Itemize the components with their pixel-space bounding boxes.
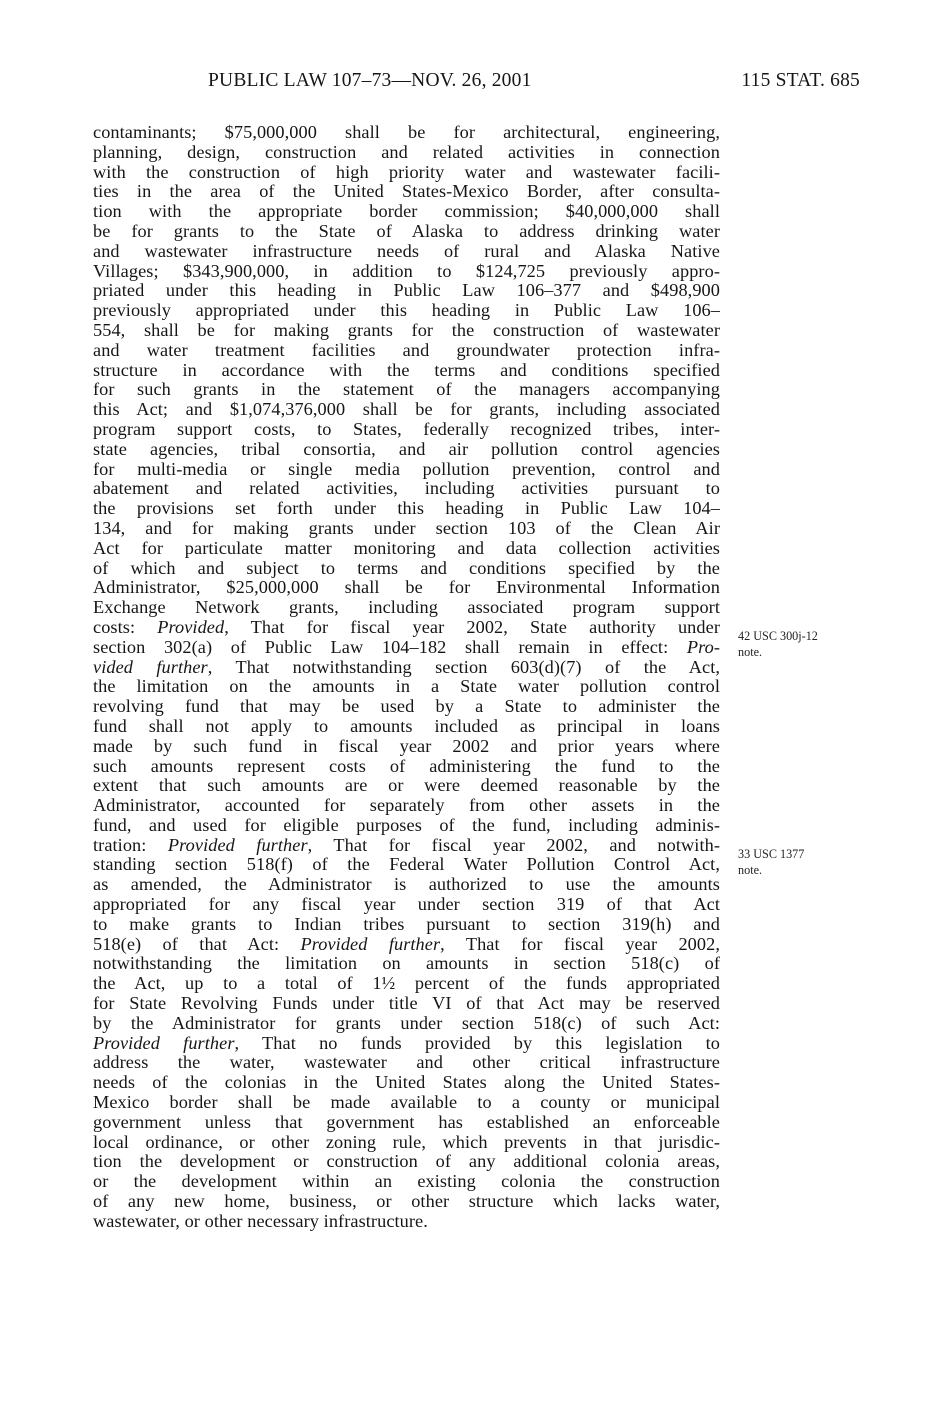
- body-line: [93, 1133, 720, 1153]
- body-line: [93, 658, 720, 678]
- text-run: Mexico border shall be made available to a county or municipal: [93, 1092, 720, 1113]
- italic-text: Provided further: [300, 933, 441, 954]
- body-line: [93, 400, 720, 420]
- body-line: [93, 598, 720, 618]
- text-run: Villages; $343,900,000, in addition to $124,725 previously appro-: [93, 260, 720, 281]
- text-run: , That no funds provided by this legislation to: [234, 1032, 721, 1053]
- text-run: tion with the appropriate border commission; $40,000,000 shall: [93, 201, 720, 222]
- margin-note-label: note.: [738, 645, 763, 659]
- text-run: and wastewater infrastructure needs of rural and Alaska Native: [93, 240, 720, 261]
- italic-text: Provided further: [167, 834, 308, 855]
- body-line: [93, 361, 720, 381]
- running-head-title: PUBLIC LAW 107–73—NOV. 26, 2001: [208, 70, 532, 91]
- text-run: tion the development or construction of any additional colonia areas,: [93, 1151, 720, 1172]
- text-run: of any new home, business, or other structure which lacks water,: [93, 1191, 720, 1212]
- italic-text: Provided further: [93, 1032, 235, 1053]
- body-line: [93, 539, 720, 559]
- margin-note-label: note.: [738, 863, 763, 877]
- text-run: Act for particulate matter monitoring and data collection activities: [93, 537, 720, 558]
- text-run: local ordinance, or other zoning rule, which prevents in that jurisdic-: [93, 1131, 720, 1152]
- body-line: [93, 321, 720, 341]
- margin-note: [738, 628, 818, 660]
- text-run: , That for fiscal year 2002, State authority under: [224, 616, 720, 637]
- body-line: [93, 1192, 720, 1212]
- text-run: wastewater, or other necessary infrastructure.: [93, 1210, 428, 1231]
- body-line: [93, 1034, 720, 1054]
- body-line: [93, 954, 720, 974]
- body-line: [93, 341, 720, 361]
- body-line: [93, 796, 720, 816]
- body-line: [93, 242, 720, 262]
- text-run: Exchange Network grants, including associated program support: [93, 597, 720, 618]
- text-run: tration:: [93, 834, 168, 855]
- body-line: [93, 1093, 720, 1113]
- text-run: previously appropriated under this heading in Public Law 106–: [93, 300, 720, 321]
- body-line: [93, 202, 720, 222]
- text-run: section 302(a) of Public Law 104–182 shall remain in effect:: [93, 636, 687, 657]
- body-line: [93, 420, 720, 440]
- text-run: program support costs, to States, federally recognized tribes, inter-: [93, 418, 720, 439]
- body-line: [93, 1073, 720, 1093]
- body-line: [93, 123, 720, 143]
- text-run: the Act, up to a total of 1½ percent of the funds appropriated: [93, 973, 720, 994]
- text-run: of which and subject to terms and conditions specified by the: [93, 557, 720, 578]
- body-line: [93, 915, 720, 935]
- body-line: [93, 222, 720, 242]
- text-run: appropriated for any fiscal year under section 319 of that Act: [93, 894, 720, 915]
- margin-note: [738, 846, 804, 878]
- body-line: [93, 578, 720, 598]
- body-line: [93, 1152, 720, 1172]
- body-line: [93, 776, 720, 796]
- text-run: 134, and for making grants under section 103 of the Clean Air: [93, 517, 720, 538]
- text-run: needs of the colonias in the United States along the United States-: [93, 1072, 720, 1093]
- body-line: [93, 974, 720, 994]
- italic-text: Provided: [157, 616, 225, 637]
- text-run: address the water, wastewater and other critical infrastructure: [93, 1052, 720, 1073]
- body-line: [93, 143, 720, 163]
- body-line: [93, 737, 720, 757]
- body-line: [93, 559, 720, 579]
- text-run: the provisions set forth under this heading in Public Law 104–: [93, 498, 720, 519]
- text-run: costs:: [93, 616, 158, 637]
- body-line: [93, 875, 720, 895]
- body-line: [93, 440, 720, 460]
- body-line: [93, 1172, 720, 1192]
- text-run: the limitation on the amounts in a State water pollution control: [93, 676, 720, 697]
- text-run: fund shall not apply to amounts included as principal in loans: [93, 715, 720, 736]
- body-line: [93, 301, 720, 321]
- body-line: [93, 757, 720, 777]
- body-line: [93, 519, 720, 539]
- body-text: [93, 123, 720, 1232]
- text-run: or the development within an existing colonia the construction: [93, 1171, 720, 1192]
- text-run: revolving fund that may be used by a State to administer the: [93, 696, 720, 717]
- text-run: to make grants to Indian tribes pursuant to section 319(h) and: [93, 913, 720, 934]
- body-line: [93, 855, 720, 875]
- text-run: , That for fiscal year 2002,: [440, 933, 720, 954]
- text-run: planning, design, construction and related activities in connection: [93, 141, 720, 162]
- text-run: 554, shall be for making grants for the construction of wastewater: [93, 319, 720, 340]
- text-run: as amended, the Administrator is authorized to use the amounts: [93, 874, 720, 895]
- body-line: [93, 182, 720, 202]
- text-run: fund, and used for eligible purposes of the fund, including adminis-: [93, 814, 720, 835]
- text-run: , That notwithstanding section 603(d)(7) of the Act,: [207, 656, 721, 677]
- body-line: [93, 1212, 720, 1232]
- body-line: [93, 380, 720, 400]
- text-run: contaminants; $75,000,000 shall be for architectural, engineering,: [93, 122, 720, 142]
- text-run: for such grants in the statement of the managers accompanying: [93, 379, 720, 400]
- body-line: [93, 994, 720, 1014]
- body-line: [93, 262, 720, 282]
- text-run: 518(e) of that Act:: [93, 933, 301, 954]
- body-line: [93, 638, 720, 658]
- text-run: with the construction of high priority water and wastewater facili-: [93, 161, 720, 182]
- text-run: Administrator, accounted for separately from other assets in the: [93, 795, 720, 816]
- text-run: , That for fiscal year 2002, and notwith-: [307, 834, 721, 855]
- body-line: [93, 460, 720, 480]
- italic-text: vided further: [93, 656, 208, 677]
- text-run: ties in the area of the United States-Mexico Border, after consulta-: [93, 181, 720, 202]
- text-run: by the Administrator for grants under section 518(c) of such Act:: [93, 1012, 720, 1033]
- body-line: [93, 618, 720, 638]
- body-line: [93, 816, 720, 836]
- body-line: [93, 677, 720, 697]
- margin-note-citation: 33 USC 1377: [738, 847, 805, 861]
- body-line: [93, 163, 720, 183]
- text-run: government unless that government has established an enforceable: [93, 1111, 720, 1132]
- text-run: such amounts represent costs of administering the fund to the: [93, 755, 720, 776]
- text-run: made by such fund in fiscal year 2002 and prior years where: [93, 735, 720, 756]
- body-line: [93, 697, 720, 717]
- text-run: structure in accordance with the terms and conditions specified: [93, 359, 720, 380]
- body-line: [93, 717, 720, 737]
- text-run: for State Revolving Funds under title VI of that Act may be reserved: [93, 993, 720, 1014]
- body-line: [93, 935, 720, 955]
- text-run: for multi-media or single media pollution prevention, control and: [93, 458, 720, 479]
- body-line: [93, 1014, 720, 1034]
- text-run: this Act; and $1,074,376,000 shall be for grants, including associated: [93, 399, 720, 420]
- body-line: [93, 281, 720, 301]
- text-run: priated under this heading in Public Law 106–377 and $498,900: [93, 280, 720, 301]
- text-run: and water treatment facilities and groundwater protection infra-: [93, 339, 720, 360]
- italic-text: Pro-: [686, 636, 720, 657]
- stat-page-number: 115 STAT. 685: [741, 70, 860, 91]
- body-line: [93, 1113, 720, 1133]
- text-run: state agencies, tribal consortia, and air pollution control agencies: [93, 438, 720, 459]
- margin-note-citation: 42 USC 300j-12: [738, 629, 818, 643]
- text-run: abatement and related activities, including activities pursuant to: [93, 478, 720, 499]
- text-run: standing section 518(f) of the Federal Water Pollution Control Act,: [93, 854, 720, 875]
- body-line: [93, 499, 720, 519]
- text-run: notwithstanding the limitation on amounts in section 518(c) of: [93, 953, 720, 974]
- text-run: Administrator, $25,000,000 shall be for Environmental Information: [93, 577, 720, 598]
- text-run: extent that such amounts are or were deemed reasonable by the: [93, 775, 720, 796]
- body-line: [93, 836, 720, 856]
- body-line: [93, 895, 720, 915]
- body-line: [93, 1053, 720, 1073]
- text-run: be for grants to the State of Alaska to address drinking water: [93, 220, 720, 241]
- body-line: [93, 479, 720, 499]
